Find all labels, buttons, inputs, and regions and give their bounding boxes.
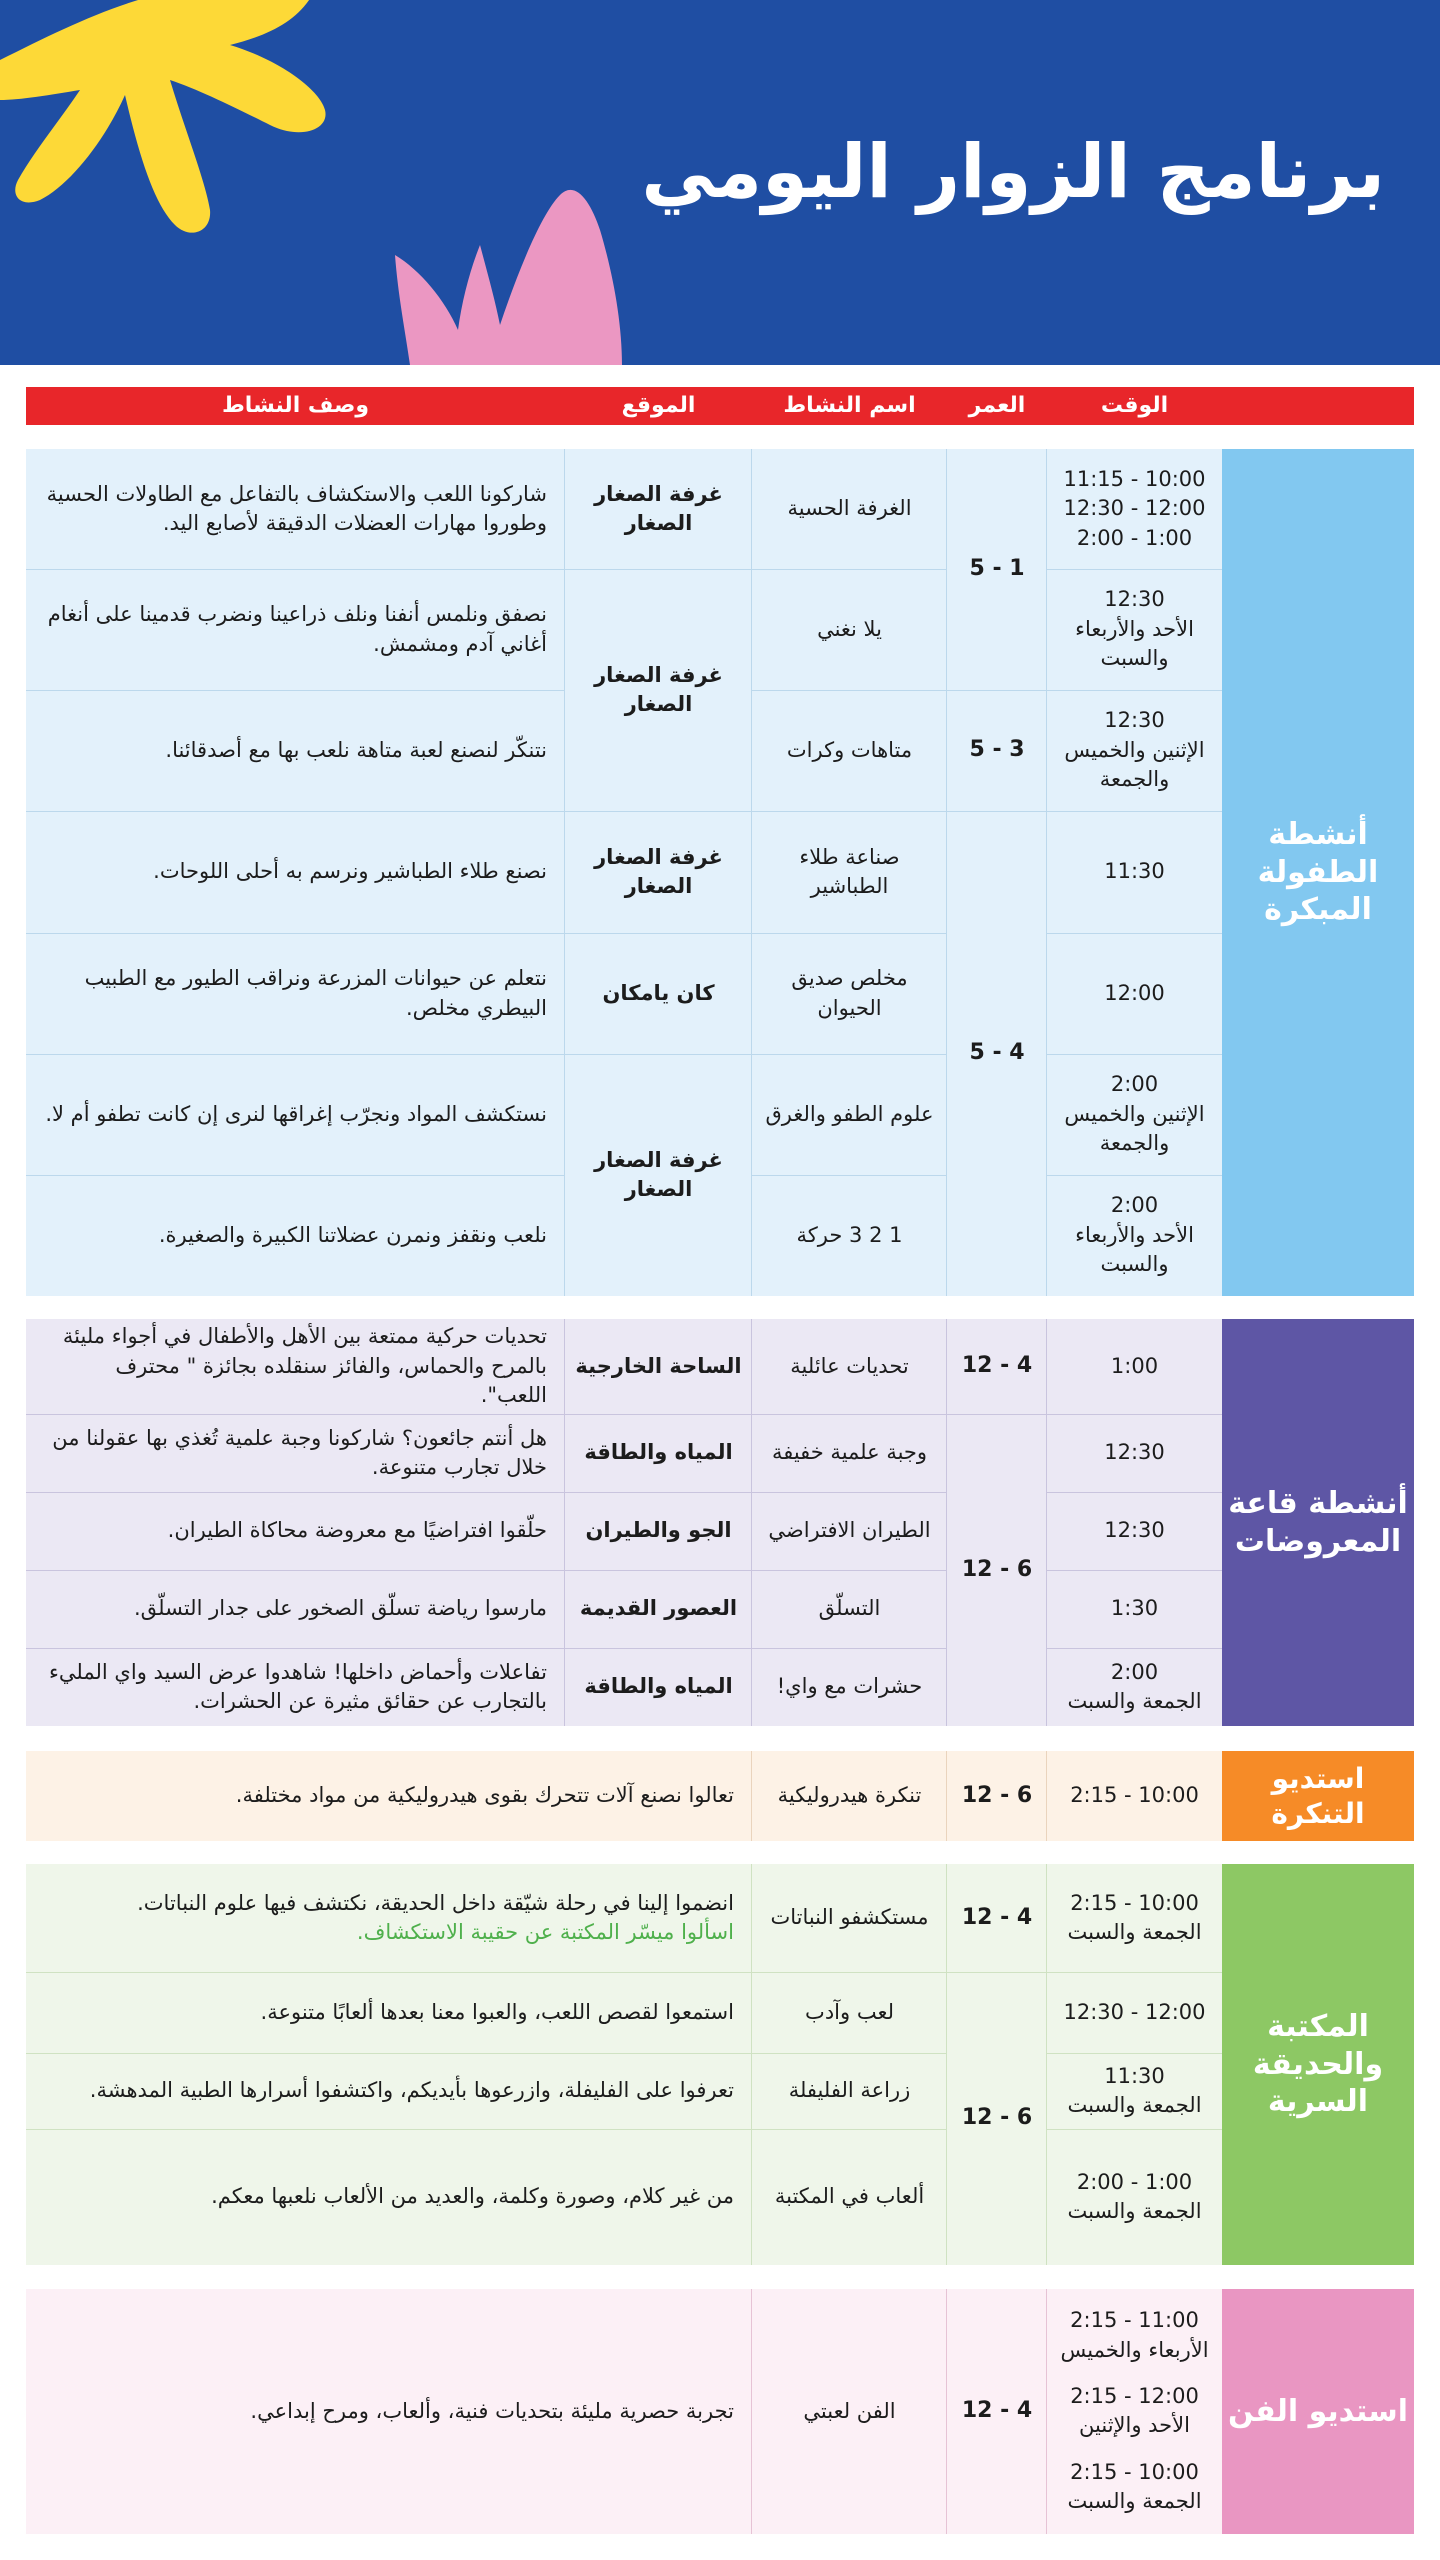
activity-description: مارسوا رياضة تسلّق الصخور على جدار التسلّق.	[133, 1596, 547, 1621]
time-value: 10:00 - 2:15	[1070, 1890, 1199, 1915]
time-value: 1:00	[1110, 1353, 1159, 1378]
age-cell: 6 - 12	[961, 1782, 1033, 1808]
days-value: الإثنين والخميس والجمعة	[1064, 737, 1205, 792]
days-value: الأحد والأربعاء والسبت	[1075, 616, 1194, 671]
time-value: 12:00 - 2:15	[1070, 2384, 1199, 2409]
flower-icon	[395, 190, 622, 365]
column-header-time: الوقت	[1100, 393, 1169, 418]
time-value: 1:00 - 2:00	[1076, 2169, 1193, 2194]
time-cell	[1047, 1492, 1222, 1570]
activity-name: الغرفة الحسية	[787, 496, 912, 521]
time-value: 2:00	[1110, 1072, 1159, 1097]
time-cell	[1047, 1972, 1222, 2053]
time-slot	[1060, 2306, 1208, 2365]
location-cell: الساحة الخارجية	[575, 1353, 742, 1378]
time-value: 12:30	[1104, 1440, 1165, 1465]
activity-name: متاهات وكرات	[786, 737, 913, 762]
time-cell	[1047, 1414, 1222, 1492]
sun-icon	[0, 0, 326, 233]
time-slot	[1070, 2382, 1199, 2441]
activity-name: مستكشفو النباتات	[770, 1905, 929, 1930]
time-value: 12:00	[1104, 980, 1165, 1005]
activity-name: يلا نغني	[817, 616, 882, 641]
activity-name: تنكرة هيدروليكية	[777, 1783, 922, 1808]
column-header-activity: اسم النشاط	[783, 393, 916, 418]
activity-description: نتعلم عن حيوانات المزرعة ونراقب الطيور مع الطبيب البيطري مخلص.	[84, 966, 547, 1020]
time-cell	[1047, 811, 1222, 933]
location-cell: المياه والطاقة	[584, 1674, 733, 1699]
time-cell	[1047, 933, 1222, 1054]
activity-name: حشرات مع واي!	[776, 1674, 923, 1699]
header-banner	[0, 0, 1440, 365]
time-cell	[1047, 1054, 1222, 1175]
section-label-innovation-studio: استديو التنكرة	[1222, 1751, 1414, 1841]
section-library-garden	[26, 1864, 1414, 2265]
location-cell: غرفة الصغار الصغار	[594, 481, 723, 535]
section-label-early-childhood: أنشطة الطفولة المبكرة	[1222, 449, 1414, 1296]
description-text: انضموا إلينا في رحلة شيّقة داخل الحديقة، نكتشف فيها علوم النباتات.	[137, 1890, 734, 1915]
activity-description: هل أنتم جائعون؟ شاركونا وجبة علمية تُغذي بها عقولنا من خلال تجارب متنوعة.	[52, 1425, 547, 1479]
age-cell: 1 - 5	[969, 556, 1025, 582]
activity-name: ألعاب في المكتبة	[774, 2184, 925, 2209]
activity-description: نصفق ونلمس أنفنا ونلف ذراعينا ونضرب قدمينا على أنغام أغاني آدم ومشمش.	[47, 602, 547, 656]
activity-name: تحديات عائلية	[790, 1353, 909, 1378]
age-cell: 4 - 5	[969, 1040, 1025, 1066]
activity-name: وجبة علمية خفيفة	[771, 1440, 928, 1465]
activity-name: التسلّق	[818, 1596, 881, 1621]
activity-description: من غير كلام، وصورة وكلمة، والعديد من الألعاب نلعبها معكم.	[211, 2184, 734, 2209]
time-cell	[1047, 2129, 1222, 2265]
time-cell	[1047, 569, 1222, 690]
page-title: برنامج الزوار اليومي	[641, 129, 1385, 215]
days-value: الأحد والإثنين	[1079, 2413, 1190, 2438]
section-art-studio	[26, 2289, 1414, 2534]
time-value: 2:00	[1110, 1193, 1159, 1218]
time-value: 12:30	[1104, 1518, 1165, 1543]
column-header-description: وصف النشاط	[221, 393, 370, 418]
activity-description	[26, 1864, 752, 1972]
section-label-library-garden: المكتبة والحديقة السرية	[1222, 1864, 1414, 2265]
days-value: الإثنين والخميس والجمعة	[1064, 1101, 1205, 1156]
time-cell	[1047, 2053, 1222, 2129]
days-value: الأربعاء والخميس	[1060, 2337, 1209, 2362]
activity-name: لعب وآدب	[805, 1999, 894, 2024]
time-cell	[1047, 1751, 1222, 1841]
section-label-art-studio: استديو الفن	[1222, 2289, 1414, 2534]
activity-description: شاركونا اللعب والاستكشاف بالتفاعل مع الطاولات الحسية وطوروا مهارات العضلات الدقيقة لأصابع اليد.	[46, 481, 547, 535]
location-cell: غرفة الصغار الصغار	[594, 844, 723, 898]
location-cell: الجو والطيران	[585, 1518, 732, 1543]
activity-description: استمعوا لقصص اللعب، والعبوا معنا بعدها ألعابًا متنوعة.	[260, 1999, 734, 2024]
activity-description: نصنع طلاء الطباشير ونرسم به أحلى اللوحات.	[153, 859, 547, 884]
activity-description: حلّقوا افتراضيًا مع معروضة محاكاة الطيران.	[167, 1518, 547, 1543]
location-cell: العصور القديمة	[579, 1596, 738, 1621]
activity-name: الطيران الافتراضي	[768, 1518, 931, 1543]
days-value: الجمعة والسبت	[1067, 1689, 1202, 1713]
time-value: 12:30	[1104, 587, 1165, 612]
activity-name: زراعة الفليفلة	[788, 2078, 911, 2103]
time-value: 12:30	[1104, 708, 1165, 733]
description-note: اسألوا ميسّر المكتبة عن حقيبة الاستكشاف.	[356, 1920, 734, 1944]
days-value: الجمعة والسبت	[1067, 2093, 1202, 2117]
activity-description: تجربة حصرية مليئة بتحديات فنية، وألعاب، ومرح إبداعي.	[250, 2398, 734, 2423]
activity-description: تحديات حركية ممتعة بين الأهل والأطفال في أجواء مليئة بالمرح والحماس، والفائز سنقلده بجائزة " محترف اللعب".	[62, 1324, 547, 1408]
days-value: الجمعة والسبت	[1067, 1920, 1202, 1944]
location-cell: المياه والطاقة	[584, 1440, 733, 1465]
activity-description: نستكشف المواد ونجرّب إغراقها لنرى إن كانت تطفو أم لا.	[45, 1101, 547, 1126]
time-value: 10:00 - 2:15	[1070, 2460, 1199, 2485]
age-cell: 3 - 5	[969, 737, 1025, 763]
location-cell: كان يامكان	[602, 980, 715, 1005]
activity-name: مخلص صديق الحيوان	[791, 966, 908, 1020]
column-header-age: العمر	[968, 393, 1026, 418]
time-value: 11:30	[1104, 859, 1165, 884]
section-early-childhood	[26, 449, 1414, 1296]
activity-description: تعرفوا على الفليفلة، وازرعوها بأيديكم، واكتشفوا أسرارها الطبية المدهشة.	[89, 2078, 734, 2103]
activity-description: تفاعلات وأحماض داخلها! شاهدوا عرض السيد واي المليء بالتجارب عن حقائق مثيرة عن الحشرات.	[49, 1659, 547, 1713]
time-value: 11:00 - 2:15	[1070, 2308, 1199, 2333]
section-innovation-studio	[26, 1751, 1414, 1841]
time-cell	[1047, 2289, 1222, 2534]
days-value: الجمعة والسبت	[1067, 2199, 1202, 2223]
time-cell	[1047, 690, 1222, 811]
days-value: الجمعة والسبت	[1067, 2489, 1202, 2514]
age-cell: 4 - 12	[961, 1904, 1033, 1930]
section-label-gallery: أنشطة قاعة المعروضات	[1222, 1319, 1414, 1726]
days-value: الأحد والأربعاء والسبت	[1075, 1222, 1194, 1277]
time-value: 12:00 - 12:30	[1063, 1999, 1206, 2024]
activity-description: تعالوا نصنع آلات تتحرك بقوى هيدروليكية من مواد مختلفة.	[235, 1783, 734, 1808]
activity-name: علوم الطفو والغرق	[765, 1101, 934, 1126]
activity-name: 1 2 3 حركة	[796, 1222, 903, 1247]
age-cell: 4 - 12	[961, 2398, 1033, 2424]
activity-description: نتنكّر لنصنع لعبة متاهة نلعب بها مع أصدقائنا.	[165, 737, 547, 762]
time-value: 1:00 - 2:00	[1076, 525, 1193, 550]
location-cell: غرفة الصغار الصغار	[594, 1147, 723, 1201]
location-cell: غرفة الصغار الصغار	[594, 662, 723, 716]
age-cell: 6 - 12	[961, 1556, 1033, 1582]
time-cell	[1047, 1648, 1222, 1726]
time-cell	[1047, 1864, 1222, 1972]
time-cell	[1047, 1319, 1222, 1414]
time-cell	[1047, 1175, 1222, 1296]
column-header-location: الموقع	[621, 393, 696, 418]
time-value: 1:30	[1110, 1596, 1159, 1621]
time-value: 2:00	[1110, 1659, 1159, 1684]
age-cell: 6 - 12	[961, 2105, 1033, 2131]
activity-name: الفن لعبتي	[803, 2398, 896, 2423]
time-cell	[1047, 1570, 1222, 1648]
activity-description: نلعب ونقفز ونمرن عضلاتنا الكبيرة والصغيرة.	[158, 1222, 547, 1247]
table-header-row	[26, 387, 1414, 425]
section-gallery	[26, 1319, 1414, 1726]
age-cell: 4 - 12	[961, 1353, 1033, 1379]
time-cell	[1047, 449, 1222, 569]
time-value: 12:00 - 12:30	[1063, 496, 1206, 521]
activity-name: صناعة طلاء الطباشير	[799, 844, 900, 898]
time-slot	[1067, 2458, 1201, 2517]
time-value: 10:00 - 11:15	[1063, 466, 1206, 491]
time-value: 10:00 - 2:15	[1070, 1783, 1199, 1808]
time-value: 11:30	[1104, 2063, 1165, 2088]
